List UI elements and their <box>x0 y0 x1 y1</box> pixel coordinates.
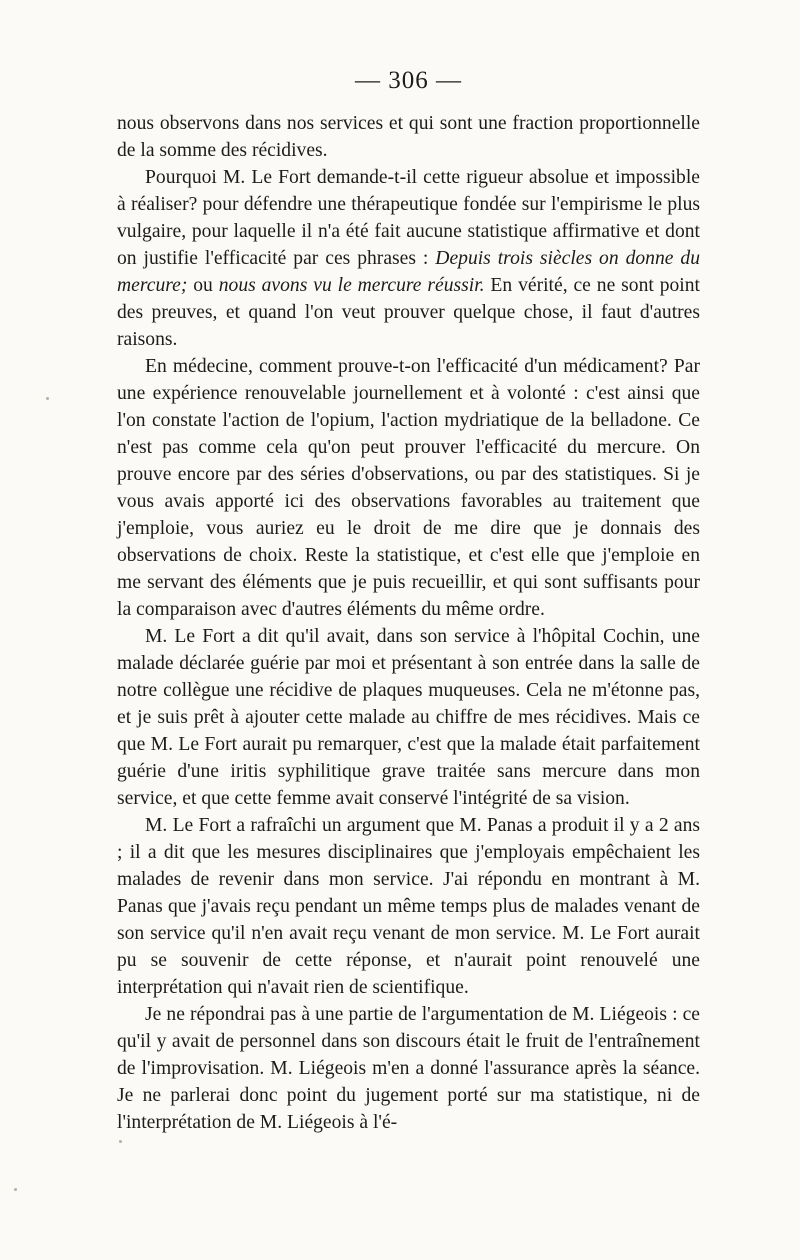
paragraph <box>117 1001 700 1136</box>
text-run: M. Le Fort a dit qu'il avait, dans son service à l'hôpital Cochin, une malade déclarée guérie par moi et présentant à son entrée dans la salle de notre collègue une récidive de plaques muqueuses. Cela ne m'étonne pas, et je suis prêt à ajouter cette malade au chiffre de mes récidives. Mais ce que M. Le Fort aurait pu remarquer, c'est que la malade était parfaitement guérie d'une iritis syphilitique grave traitée sans mercure dans mon service, et que cette femme avait conservé l'intégrité de sa vision. <box>117 626 700 809</box>
text-run: ou <box>187 275 219 296</box>
paper-speck <box>14 1188 17 1191</box>
text-run: En médecine, comment prouve-t-on l'efficacité d'un médicament? Par une expérience renouvelable journellement et à volonté : c'est ainsi que l'on constate l'action de l'opium, l'action mydriatique de la belladone. Ce n'est pas comme cela qu'on peut prouver l'efficacité du mercure. On prouve encore par des séries d'observations, ou par des statistiques. Si je vous avais apporté ici des observations favorables au traitement que j'emploie, vous auriez eu le droit de me dire que je donnais des observations de choix. Reste la statistique, et c'est elle que j'emploie en me servant des éléments que je puis recueillir, et qui sont suffisants pour la comparaison avec d'autres éléments du même ordre. <box>117 356 700 620</box>
text-run: M. Le Fort a rafraîchi un argument que M. Panas a produit il y a 2 ans ; il a dit que les mesures disciplinaires que j'employais empêchaient les malades de revenir dans mon service. J'ai répondu en montrant à M. Panas que j'avais reçu pendant un même temps plus de malades venant de son service qu'il n'en avait reçu venant de mon service. M. Le Fort aurait pu se souvenir de cette réponse, et n'aurait point renouvelé une interprétation qui n'avait rien de scientifique. <box>117 815 700 998</box>
paper-speck <box>119 1140 122 1143</box>
italic-run: nous avons vu le mercure réussir. <box>218 275 485 296</box>
body-text <box>117 110 700 1136</box>
text-run: En vérité, ce ne sont point des preuves, et quand l'on veut prouver quelque chose, il faut d'autres raisons. <box>117 275 700 350</box>
paper-speck <box>46 397 49 400</box>
page-number: — 306 — <box>355 67 462 94</box>
text-run: Pourquoi M. Le Fort demande-t-il cette rigueur absolue et impossible à réaliser? pour défendre une thérapeutique fondée sur l'empirisme le plus vulgaire, pour laquelle il n'a été fait aucune statistique affirmative et dont on justifie l'efficacité par ces phrases : <box>117 167 700 269</box>
text-run: nous observons dans nos services et qui sont une fraction proportionnelle de la somme des récidives. <box>117 113 700 161</box>
paragraph <box>117 110 700 164</box>
italic-run: Depuis trois siècles on donne du mercure; <box>117 248 700 296</box>
paragraph <box>117 812 700 1001</box>
paragraph <box>117 353 700 623</box>
paragraph <box>117 623 700 812</box>
paragraph <box>117 164 700 353</box>
text-run: Je ne répondrai pas à une partie de l'argumentation de M. Liégeois : ce qu'il y avait de personnel dans son discours était le fruit de l'entraînement de l'improvisation. M. Liégeois m'en a donné l'assurance après la séance. Je ne parlerai donc point du jugement porté sur ma statistique, ni de l'interprétation de M. Liégeois à l'é- <box>117 1004 700 1133</box>
